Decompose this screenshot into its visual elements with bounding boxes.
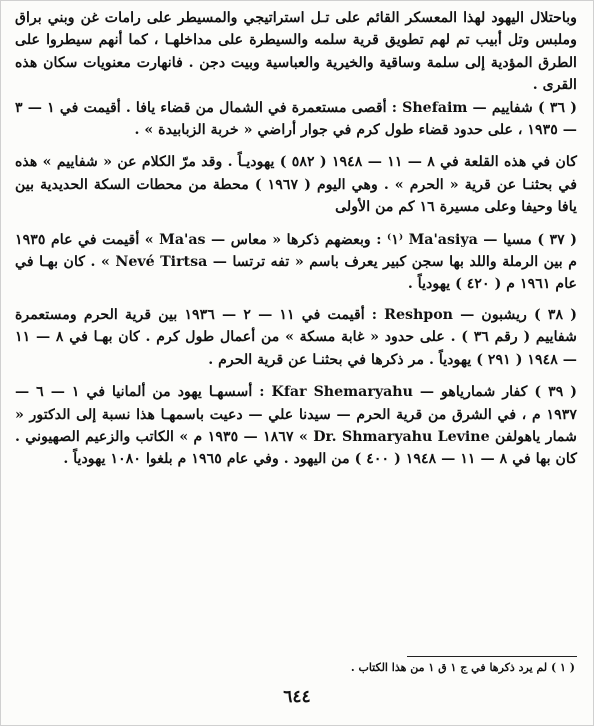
entry-36-shefaim: ( ٣٦ ) شفاييم — Shefaim : أقصى مستعمرة في الشمال من قضاء يافا . أقيمت في ١ — ٣ — ١٩٣٥ ، على حدود قضاء طول كرم في جوار أراضي « خربة الزبابيدة » . (15, 99, 577, 139)
page-body (15, 7, 577, 675)
page-number: ٦٤٤ (283, 687, 311, 707)
footnote-divider (407, 656, 577, 657)
entry-38-reshpon: ( ٣٨ ) ريشبون — Reshpon : أقيمت في ١١ — ٢ — ١٩٣٦ بين قرية الحرم ومستعمرة شفاييم ( رقم ٣٦ ) . على حدود « غابة مسكة » من أعمال طول كرم . كان بهـا في ٨ — ١١ — ١٩٤٨ ( ٢٩١ ) يهودياً . مر ذكرها في بحثنـا عن قرية الحرم . (15, 306, 577, 368)
entry-39-kfar-shemaryahu: ( ٣٩ ) كفار شمارياهو — Kfar Shemaryahu : أسسهـا يهود من ألمانيا في ١ — ٦ — ١٩٣٧ م ، في الشرق من قرية الحرم — سيدنا علي — دعيت باسمهـا هذا نسبة إلى الدكتور « شمار ياهولفن Dr. Shmaryahu Levine » ١٨٦٧ — ١٩٣٥ م » الكاتب والزعيم الصهيوني . كان بها في ٨ — ١١ — ١٩٤٨ ( ٤٠٠ ) من اليهود . وفي عام ١٩٦٥ م بلغوا ١٠٨٠ يهودياً . (15, 384, 578, 468)
entry-37-maasiya: ( ٣٧ ) مسيا — Ma'asiya ⁽١⁾ : وبعضهم ذكرها « معاس — Ma'as » أقيمت في عام ١٩٣٥ م بين الرملة واللد بها سجن كبير يعرف باسم « تفه ترتسا — Nevé Tirtsa » . كان بهـا في عام ١٩٦١ م ( ٤٢٠ ) يهودياً . (15, 231, 577, 293)
paragraph-intro: وباحتلال اليهود لهذا المعسكر القائم على تـل استراتيجي والمسيطر على رامات غن وبني براق وملبس وتل أبيب تم لهم تطويق قرية سلمه والسيطرة على مداخلهـا ، كما أنهم سيطروا على الطرق المؤدية إلى سلمة وساقية والخيرية والعباسية وبيت دجن . فانهارت معنويات سكان هذه القرى . (15, 10, 577, 94)
entry-36-continued: كان في هذه القلعة في ٨ — ١١ — ١٩٤٨ ( ٥٨٢ ) يهوديـاً . وقد مرّ الكلام عن « شفاييم » هذه في بحثنـا عن قرية « الحرم » . وهي اليوم ( ١٩٦٧ ) محطة من محطات السكة الحديدية بين يافا وحيفا وعلى مسيرة ١٦ كم من الأولى (15, 154, 577, 216)
footnote: ( ١ ) لم يرد ذكرها في ج ١ ق ١ من هذا الكتاب . (350, 661, 575, 674)
